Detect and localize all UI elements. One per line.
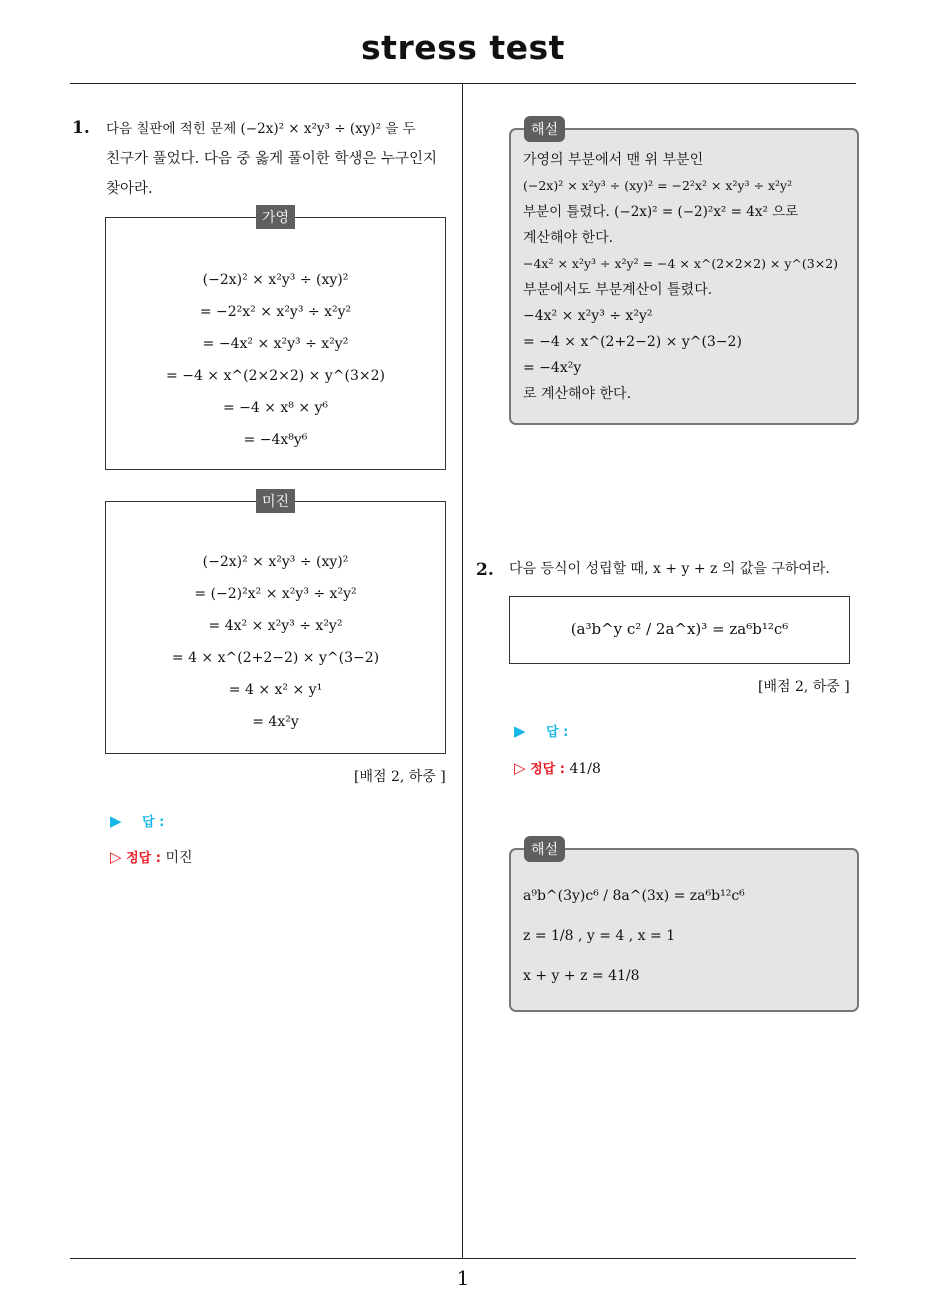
equation: (a³b^y c² / 2a^x)³ = za⁶b¹²c⁶ xyxy=(570,620,789,638)
solution-line: = −4 × x^(2+2−2) × y^(3−2) xyxy=(523,334,742,350)
mijin-math xyxy=(106,546,445,738)
gayoung-math xyxy=(106,264,445,456)
solution-line: x + y + z = 41/8 xyxy=(523,968,640,984)
solution-line: 가영의 부분에서 맨 위 부분인 xyxy=(523,152,704,168)
solution-line: −4x² × x²y³ ÷ x²y² = −4 × x^(2×2×2) × y^(3×2) xyxy=(523,256,839,271)
question-2-text: 다음 등식이 성립할 때, x + y + z 의 값을 구하여라. xyxy=(509,561,830,577)
question-1-text-line2: 친구가 풀었다. 다음 중 옳게 풀이한 학생은 누구인지 xyxy=(106,151,438,167)
question-1-correct-answer xyxy=(110,847,193,867)
question-1-number: 1. xyxy=(72,118,90,138)
solution-box-mijin xyxy=(105,501,446,754)
page-number: 1 xyxy=(456,1266,470,1290)
math-line: = −2²x² × x²y³ ÷ x²y² xyxy=(199,304,352,320)
solution-2-lines xyxy=(523,876,847,996)
math-line: = −4x⁸y⁶ xyxy=(243,432,308,448)
column-divider xyxy=(462,84,463,1258)
question-1-text-line3: 찾아라. xyxy=(106,181,153,197)
solution-line: −4x² × x²y³ ÷ x²y² xyxy=(523,308,653,324)
math-line: = (−2)²x² × x²y³ ÷ x²y² xyxy=(194,586,357,602)
solution-line: (−2x)² × x²y³ ÷ (xy)² = −2²x² × x²y³ ÷ x²y² xyxy=(523,178,793,193)
play-triangle-icon: ▶ xyxy=(110,812,122,830)
solution-line: = −4x²y xyxy=(523,360,582,376)
solution-line: 로 계산해야 한다. xyxy=(523,386,632,402)
header-rule xyxy=(70,83,856,84)
solution-line: 부분에서도 부분계산이 틀렸다. xyxy=(523,282,713,298)
math-line: = 4 × x² × y¹ xyxy=(228,682,323,698)
correct-label: 정답 : xyxy=(126,851,161,866)
page-title: stress test xyxy=(361,28,565,67)
hollow-triangle-icon: ▷ xyxy=(514,759,526,777)
footer-rule xyxy=(70,1258,856,1259)
question-2-answer-input[interactable] xyxy=(514,721,568,740)
question-1-grade: [배점 2, 하중 ] xyxy=(354,769,446,785)
math-line: = 4x² × x²y³ ÷ x²y² xyxy=(208,618,343,634)
question-2-number: 2. xyxy=(476,560,494,580)
math-line: (−2x)² × x²y³ ÷ (xy)² xyxy=(202,554,349,570)
hollow-triangle-icon: ▷ xyxy=(110,848,122,866)
math-line: = 4x²y xyxy=(252,714,299,730)
question-2-grade: [배점 2, 하중 ] xyxy=(758,679,850,695)
equation-box xyxy=(509,596,850,664)
question-1-answer-input[interactable] xyxy=(110,811,164,830)
math-line: = −4 × x⁸ × y⁶ xyxy=(222,400,329,416)
solution-1-label: 해설 xyxy=(524,116,565,142)
gayoung-label: 가영 xyxy=(256,205,295,229)
play-triangle-icon: ▶ xyxy=(514,722,526,740)
math-line: (−2x)² × x²y³ ÷ (xy)² xyxy=(202,272,349,288)
math-line: = 4 × x^(2+2−2) × y^(3−2) xyxy=(171,650,380,666)
solution-2-label: 해설 xyxy=(524,836,565,862)
solution-line: a⁹b^(3y)c⁶ / 8a^(3x) = za⁶b¹²c⁶ xyxy=(523,888,745,904)
question-1-text-line1: 다음 칠판에 적힌 문제 (−2x)² × x²y³ ÷ (xy)² 을 두 xyxy=(106,121,416,137)
question-1-text xyxy=(106,114,458,204)
math-line: = −4x² × x²y³ ÷ x²y² xyxy=(202,336,349,352)
correct-value: 미진 xyxy=(165,850,193,866)
solution-line: 계산해야 한다. xyxy=(523,230,614,246)
correct-value: 41/8 xyxy=(569,761,601,777)
question-1-solution xyxy=(509,128,859,425)
question-2-correct-answer xyxy=(514,758,601,777)
answer-label: 답 : xyxy=(546,725,569,740)
question-2-solution xyxy=(509,848,859,1012)
solution-line: z = 1/8 , y = 4 , x = 1 xyxy=(523,928,676,944)
answer-label: 답 : xyxy=(142,815,165,830)
mijin-label: 미진 xyxy=(256,489,295,513)
correct-label: 정답 : xyxy=(530,762,565,777)
solution-1-lines xyxy=(523,147,847,407)
solution-line: 부분이 틀렸다. (−2x)² = (−2)²x² = 4x² 으로 xyxy=(523,204,799,220)
solution-box-gayoung xyxy=(105,217,446,470)
math-line: = −4 × x^(2×2×2) × y^(3×2) xyxy=(166,368,385,384)
